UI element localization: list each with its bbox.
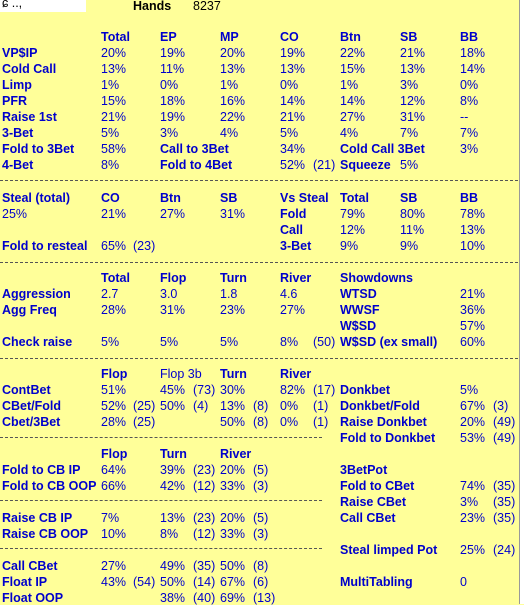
stat-value: 82% — [280, 383, 306, 397]
stat-label: Fold to 4Bet — [160, 158, 233, 172]
sample-count: (49) — [493, 431, 516, 445]
sample-count: (49) — [493, 415, 516, 429]
sample-count: (8) — [253, 415, 269, 429]
stat-label: Aggression — [2, 287, 71, 301]
divider — [0, 358, 518, 359]
stat-value: 11% — [400, 223, 425, 237]
stat-value: 21% — [280, 110, 306, 124]
stat-value: 4.6 — [280, 287, 298, 301]
sample-count: (23) — [133, 239, 156, 253]
stat-value: 28% — [101, 303, 127, 317]
stat-value: 5% — [280, 126, 299, 140]
column-header: Total — [101, 271, 130, 285]
column-header: Turn — [160, 447, 187, 461]
stat-label: Agg Freq — [2, 303, 57, 317]
stat-value: 66% — [101, 479, 127, 493]
stat-value: 80% — [400, 207, 426, 221]
stat-value: 13% — [101, 62, 127, 76]
stat-label: Squeeze — [340, 158, 391, 172]
stat-value: 20% — [220, 463, 246, 477]
stat-value: 13% — [220, 399, 246, 413]
hands-value: 8237 — [193, 0, 221, 13]
stat-value: 7% — [101, 511, 120, 525]
stat-label: Fold — [280, 207, 307, 221]
stat-value: 14% — [340, 94, 366, 108]
stat-label: VP$IP — [2, 46, 38, 60]
stat-value: 12% — [340, 223, 366, 237]
stat-label: Fold to CB IP — [2, 463, 81, 477]
sample-count: (3) — [493, 399, 509, 413]
stat-value: 5% — [460, 383, 479, 397]
sample-count: (14) — [193, 575, 216, 589]
stat-value: 27% — [101, 559, 127, 573]
stat-label: Fold to CB OOP — [2, 479, 97, 493]
stat-value: 7% — [400, 126, 419, 140]
column-header: Flop — [101, 367, 128, 381]
stat-label: Steal limped Pot — [340, 543, 438, 557]
column-header: EP — [160, 30, 177, 44]
stat-value: 25% — [2, 207, 28, 221]
stat-value: 3.0 — [160, 287, 178, 301]
stat-value: 15% — [101, 94, 127, 108]
sample-count: (25) — [133, 415, 156, 429]
sample-count: (24) — [493, 543, 516, 557]
stat-label: Call CBet — [340, 511, 396, 525]
stat-value: 43% — [101, 575, 127, 589]
stat-value: 50% — [220, 559, 246, 573]
stat-label: Raise Donkbet — [340, 415, 427, 429]
stat-label: MultiTabling — [340, 575, 413, 589]
stat-value: 3% — [460, 495, 479, 509]
stat-value: 14% — [460, 62, 486, 76]
column-header: CO — [280, 30, 299, 44]
sample-count: (50) — [313, 335, 336, 349]
stat-value: 67% — [460, 399, 486, 413]
stat-value: 8% — [280, 335, 299, 349]
stat-value: 8% — [460, 94, 479, 108]
stat-value: 69% — [220, 591, 246, 605]
stat-label: Raise CB IP — [2, 511, 73, 525]
stat-label: Fold to CBet — [340, 479, 415, 493]
stat-value: 50% — [220, 415, 246, 429]
stat-value: 50% — [160, 575, 186, 589]
column-header: Flop 3b — [160, 367, 202, 381]
stat-value: 7% — [460, 126, 479, 140]
stat-value: 36% — [460, 303, 486, 317]
stat-value: 1% — [340, 78, 359, 92]
sample-count: (35) — [493, 495, 516, 509]
column-header: River — [220, 447, 252, 461]
stat-value: 25% — [460, 543, 486, 557]
stat-value: 52% — [101, 399, 127, 413]
stat-value: 31% — [400, 110, 426, 124]
stat-value: 34% — [280, 142, 306, 156]
column-header: Btn — [340, 30, 361, 44]
column-header: Flop — [160, 271, 187, 285]
stat-value: 1% — [101, 78, 120, 92]
stat-label: Cold Call 3Bet — [340, 142, 425, 156]
sample-count: (23) — [193, 463, 216, 477]
player-name: ɕ .., — [2, 0, 23, 10]
stat-value: 0% — [460, 78, 479, 92]
sample-count: (1) — [313, 399, 329, 413]
stat-value: 15% — [340, 62, 366, 76]
sample-count: (6) — [253, 575, 269, 589]
stat-value: 50% — [160, 399, 186, 413]
stat-value: 16% — [220, 94, 246, 108]
stat-value: 10% — [101, 527, 127, 541]
stat-value: 3% — [160, 126, 179, 140]
sample-count: (4) — [193, 399, 209, 413]
column-header: SB — [400, 30, 418, 44]
sample-count: (40) — [193, 591, 216, 605]
stat-value: 19% — [160, 110, 186, 124]
stat-value: 21% — [101, 110, 127, 124]
sample-count: (5) — [253, 463, 269, 477]
sample-count: (3) — [253, 479, 269, 493]
stat-value: 5% — [400, 158, 419, 172]
stat-value: 5% — [220, 335, 239, 349]
stat-value: 8% — [101, 158, 120, 172]
stat-value: 12% — [400, 94, 426, 108]
divider — [0, 437, 322, 438]
stat-label: W$SD (ex small) — [340, 335, 438, 349]
stat-label: Cbet/3Bet — [2, 415, 61, 429]
stat-value: 28% — [101, 415, 127, 429]
stat-value: 23% — [460, 511, 486, 525]
stat-value: 30% — [220, 383, 246, 397]
stat-label: 3-Bet — [2, 126, 34, 140]
column-header: Flop — [101, 447, 128, 461]
column-header: Total — [101, 30, 130, 44]
stat-label: Donkbet/Fold — [340, 399, 420, 413]
divider — [0, 262, 518, 263]
stat-value: 20% — [460, 415, 486, 429]
stat-value: 53% — [460, 431, 486, 445]
stat-value: 18% — [460, 46, 486, 60]
stat-value: 19% — [280, 46, 306, 60]
column-header: CO — [101, 191, 120, 205]
stat-value: 22% — [340, 46, 366, 60]
stat-value: 64% — [101, 463, 127, 477]
stat-value: 60% — [460, 335, 486, 349]
stat-value: 21% — [101, 207, 127, 221]
stat-label: Raise CB OOP — [2, 527, 89, 541]
stat-value: 2.7 — [101, 287, 119, 301]
stat-value: 27% — [160, 207, 186, 221]
sample-count: (17) — [313, 383, 336, 397]
column-header: MP — [220, 30, 239, 44]
stat-value: 49% — [160, 559, 186, 573]
stat-value: 33% — [220, 527, 246, 541]
sample-count: (8) — [253, 399, 269, 413]
stat-value: 1.8 — [220, 287, 238, 301]
stat-value: 1% — [220, 78, 239, 92]
stat-value: 79% — [340, 207, 366, 221]
stat-label: Call CBet — [2, 559, 58, 573]
stat-value: 0% — [280, 415, 299, 429]
sample-count: (35) — [493, 479, 516, 493]
stat-label: Call — [280, 223, 303, 237]
stat-value: 21% — [400, 46, 426, 60]
stat-value: 67% — [220, 575, 246, 589]
stat-value: 39% — [160, 463, 186, 477]
stat-label: Fold to resteal — [2, 239, 88, 253]
stat-value: 9% — [340, 239, 359, 253]
stat-label: Fold to 3Bet — [2, 142, 75, 156]
stat-value: 0 — [460, 575, 467, 589]
sample-count: (13) — [253, 591, 276, 605]
sample-count: (35) — [193, 559, 216, 573]
stat-value: 45% — [160, 383, 186, 397]
sample-count: (54) — [133, 575, 156, 589]
stat-value: 13% — [460, 223, 486, 237]
stat-value: 27% — [280, 303, 306, 317]
stat-value: 4% — [220, 126, 239, 140]
stat-value: 18% — [160, 94, 186, 108]
sample-count: (3) — [253, 527, 269, 541]
hands-label: Hands — [133, 0, 172, 13]
stat-value: 20% — [220, 46, 246, 60]
stat-value: 58% — [101, 142, 127, 156]
stat-label: WTSD — [340, 287, 377, 301]
divider — [0, 180, 518, 181]
stat-value: 20% — [101, 46, 127, 60]
stat-label: Donkbet — [340, 383, 390, 397]
sample-count: (12) — [193, 527, 216, 541]
column-header: Turn — [220, 271, 247, 285]
stat-value: 31% — [160, 303, 186, 317]
stat-value: 33% — [220, 479, 246, 493]
sample-count: (12) — [193, 479, 216, 493]
stat-label: Fold to Donkbet — [340, 431, 436, 445]
stat-value: 3% — [460, 142, 479, 156]
stat-value: -- — [460, 110, 469, 124]
stat-value: 13% — [400, 62, 426, 76]
section-title: Showdowns — [340, 271, 413, 285]
section-title: 3BetPot — [340, 463, 388, 477]
stat-label: Cold Call — [2, 62, 57, 76]
divider — [0, 548, 322, 549]
stat-label: WWSF — [340, 303, 380, 317]
sample-count: (21) — [313, 158, 336, 172]
stat-value: 27% — [340, 110, 366, 124]
stat-value: 13% — [160, 511, 186, 525]
stat-value: 57% — [460, 319, 486, 333]
column-header: Turn — [220, 367, 247, 381]
stat-value: 0% — [280, 399, 299, 413]
stat-value: 21% — [460, 287, 486, 301]
column-header: BB — [460, 30, 479, 44]
stat-label: 4-Bet — [2, 158, 34, 172]
stat-value: 74% — [460, 479, 486, 493]
column-header: BB — [460, 191, 479, 205]
sample-count: (73) — [193, 383, 216, 397]
sample-count: (23) — [193, 511, 216, 525]
stat-value: 10% — [460, 239, 486, 253]
stat-value: 38% — [160, 591, 186, 605]
stat-value: 52% — [280, 158, 306, 172]
stat-label: PFR — [2, 94, 27, 108]
stat-value: 78% — [460, 207, 486, 221]
sample-count: (8) — [253, 559, 269, 573]
stat-label: Check raise — [2, 335, 73, 349]
stat-value: 42% — [160, 479, 186, 493]
sample-count: (25) — [133, 399, 156, 413]
stat-value: 23% — [220, 303, 246, 317]
stat-label: CBet/Fold — [2, 399, 62, 413]
column-header: Total — [340, 191, 369, 205]
stat-value: 4% — [340, 126, 359, 140]
stat-label: Call to 3Bet — [160, 142, 229, 156]
stat-value: 9% — [400, 239, 419, 253]
stat-label: Steal (total) — [2, 191, 71, 205]
stat-label: Vs Steal — [280, 191, 329, 205]
stat-value: 22% — [220, 110, 246, 124]
window-edge — [519, 0, 524, 604]
column-header: SB — [400, 191, 418, 205]
stat-label: Float IP — [2, 575, 48, 589]
stat-value: 19% — [160, 46, 186, 60]
stat-value: 13% — [220, 62, 246, 76]
stat-label: Limp — [2, 78, 32, 92]
stat-value: 0% — [160, 78, 179, 92]
stat-value: 14% — [280, 94, 306, 108]
stat-label: Raise CBet — [340, 495, 406, 509]
stat-value: 13% — [280, 62, 306, 76]
stat-label: Float OOP — [2, 591, 64, 605]
stat-label: Raise 1st — [2, 110, 57, 124]
stat-value: 0% — [280, 78, 299, 92]
stat-label: W$SD — [340, 319, 377, 333]
stat-value: 65% — [101, 239, 127, 253]
column-header: River — [280, 271, 312, 285]
stat-value: 8% — [160, 527, 179, 541]
stat-value: 51% — [101, 383, 127, 397]
sample-count: (5) — [253, 511, 269, 525]
column-header: River — [280, 367, 312, 381]
stat-value: 11% — [160, 62, 185, 76]
divider — [0, 500, 322, 501]
column-header: Btn — [160, 191, 181, 205]
stat-value: 5% — [101, 335, 120, 349]
stat-value: 5% — [101, 126, 120, 140]
sample-count: (35) — [493, 511, 516, 525]
stat-value: 20% — [220, 511, 246, 525]
column-header: SB — [220, 191, 238, 205]
stat-value: 3% — [400, 78, 419, 92]
stat-label: ContBet — [2, 383, 51, 397]
stat-value: 31% — [220, 207, 246, 221]
sample-count: (1) — [313, 415, 329, 429]
stat-label: 3-Bet — [280, 239, 312, 253]
stat-value: 5% — [160, 335, 179, 349]
